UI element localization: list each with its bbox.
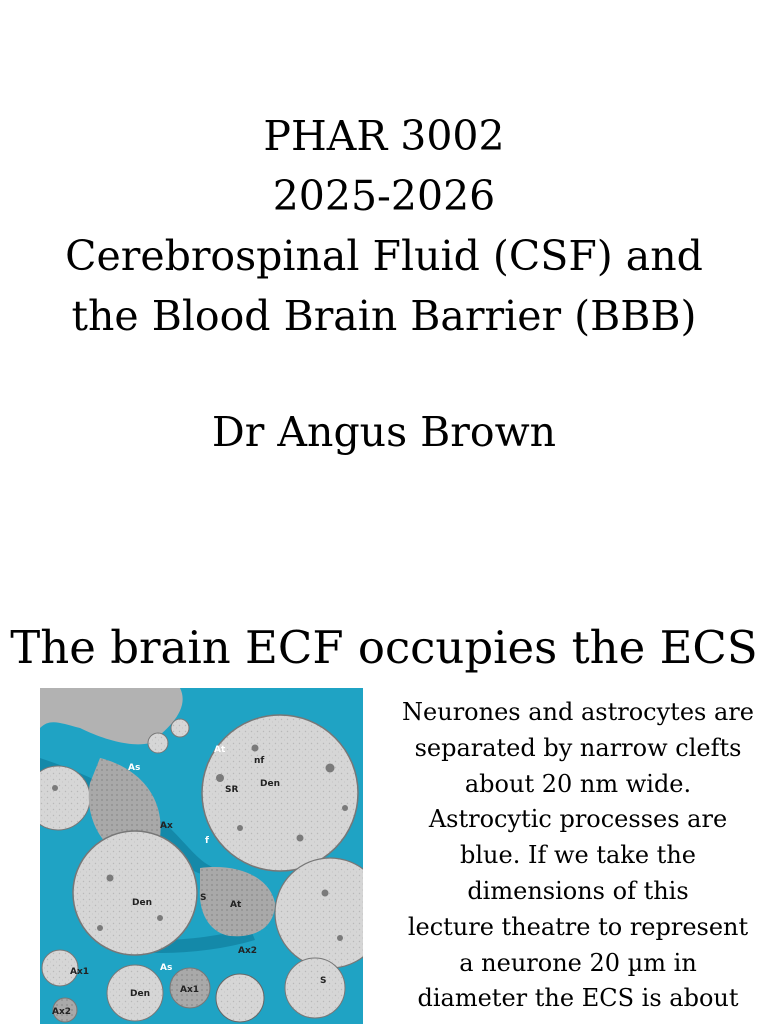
label-ax: Ax — [160, 821, 173, 831]
label-ax2: Ax2 — [238, 946, 258, 956]
author-name: Dr Angus Brown — [211, 408, 557, 456]
label-s: S — [200, 893, 207, 903]
label-at: At — [230, 900, 242, 910]
description-line: about 20 nm wide. — [464, 769, 692, 798]
lecture-title-line-2: the Blood Brain Barrier (BBB) — [71, 292, 697, 340]
label-den: Den — [132, 898, 152, 908]
label-ax2: Ax2 — [52, 1007, 72, 1017]
description-line: lecture theatre to represent — [407, 912, 749, 941]
axon-profile — [171, 719, 189, 737]
description-line: Neurones and astrocytes are — [402, 698, 754, 726]
description-line: blue. If we take the — [460, 841, 696, 870]
dendrite-profile — [73, 831, 197, 955]
label-nf: nf — [254, 756, 265, 766]
label-den: Den — [130, 989, 150, 999]
label-ax1: Ax1 — [180, 985, 200, 995]
slide-title — [0, 106, 768, 346]
axon-profile — [285, 958, 345, 1018]
label-at: At — [214, 745, 226, 755]
slide2-heading: The brain ECF occupies the ECS — [10, 621, 758, 674]
label-s: S — [320, 976, 327, 986]
description-line: Astrocytic processes are — [428, 805, 728, 834]
label-f: f — [205, 836, 209, 846]
label-as: As — [160, 963, 173, 973]
axon-profile — [216, 974, 264, 1022]
label-ax1: Ax1 — [70, 967, 90, 977]
description-line: diameter the ECS is about — [417, 984, 739, 1013]
description-line: separated by narrow clefts — [414, 733, 742, 762]
electron-micrograph — [40, 688, 363, 1024]
description-line: dimensions of this — [467, 876, 689, 905]
description-text — [398, 695, 758, 1017]
label-sr: SR — [225, 785, 239, 795]
course-code: PHAR 3002 — [263, 112, 505, 160]
academic-year: 2025-2026 — [272, 172, 496, 220]
label-den: Den — [260, 779, 280, 789]
description-line: a neurone 20 µm in — [459, 948, 697, 977]
lecture-title-line-1: Cerebrospinal Fluid (CSF) and — [65, 232, 703, 280]
axon-profile — [148, 733, 168, 753]
label-as: As — [128, 763, 141, 773]
